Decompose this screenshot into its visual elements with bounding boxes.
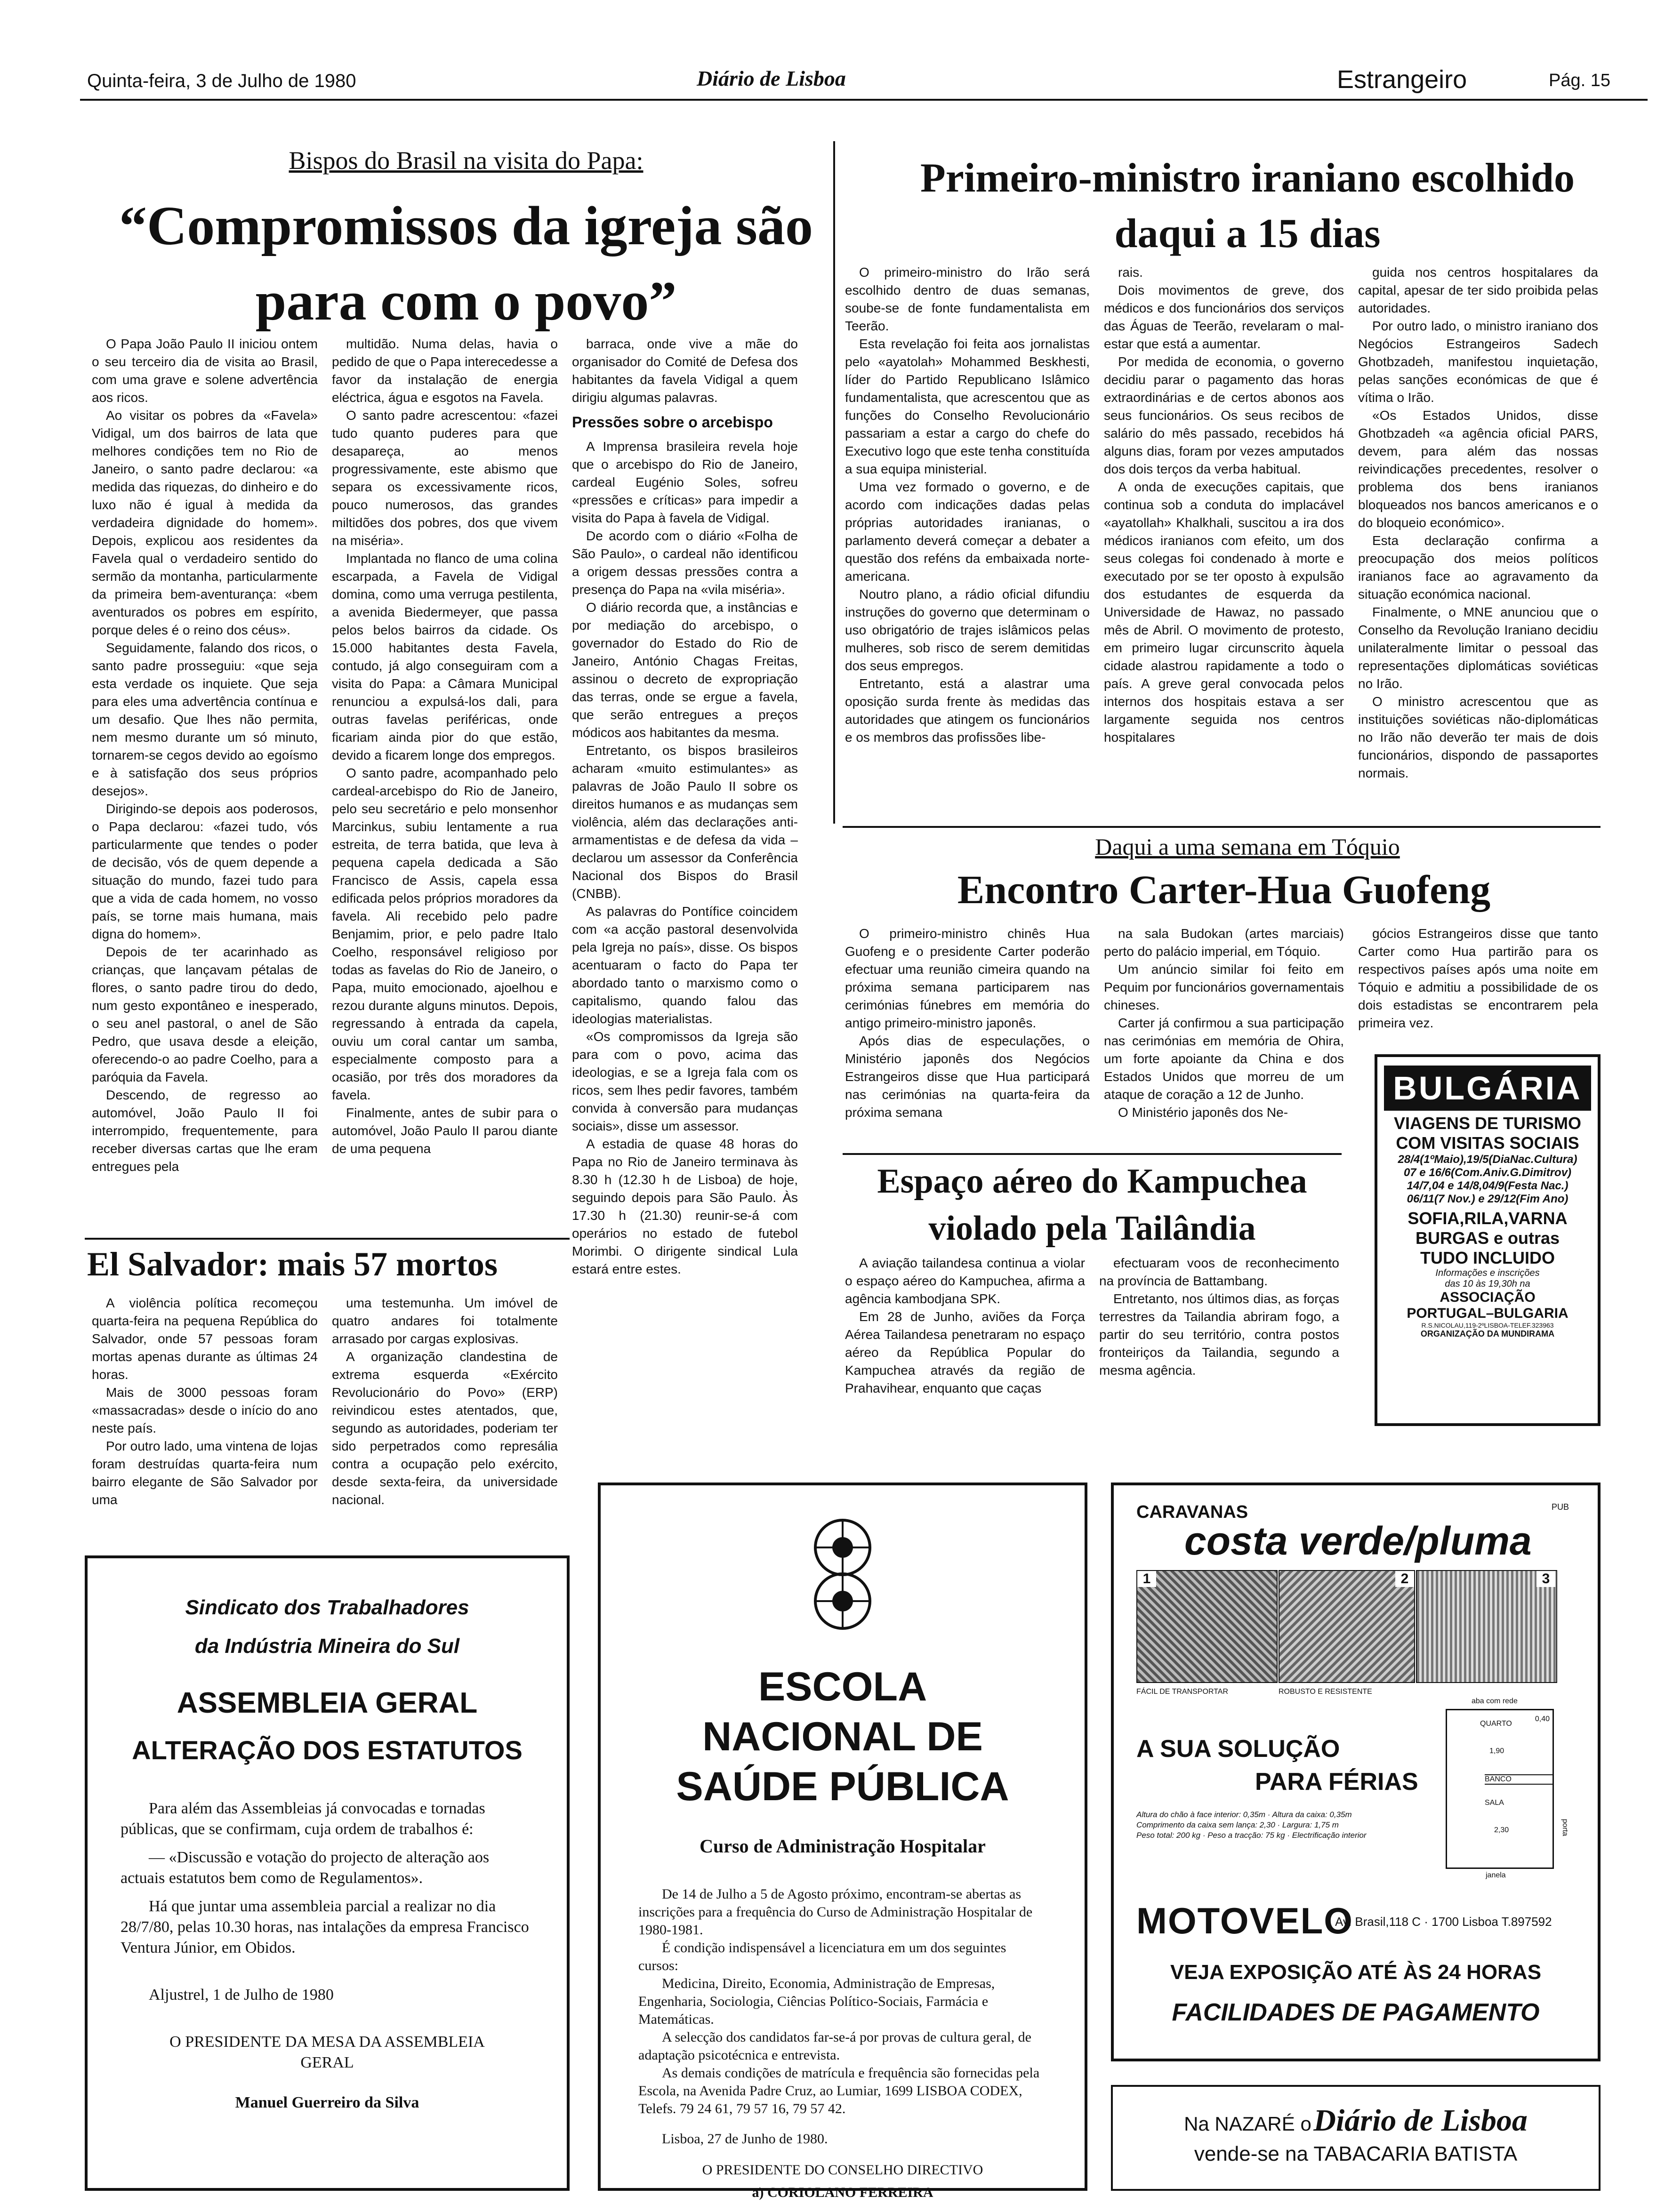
bulgaria-line: PORTUGAL–BULGARIA — [1407, 1306, 1569, 1321]
art5-col1-p: A aviação tailandesa continua a violar o espaço aéreo do Kampuchea, afirma a agência kambodjana SPK. — [845, 1256, 1085, 1306]
art4-col3 — [1358, 925, 1598, 1038]
escola-p5: As demais condições de matrícula e frequência são fornecidas pela Escola, na Avenida Padre Cruz, ao Lumiar, 1699 LISBOA CODEX, Telefs. 79 24 61, 79 57 16, 79 57 42. — [638, 2065, 1040, 2116]
art3-col2-p: Dois movimentos de greve, dos médicos e dos funcionários dos serviços das Águas de Teerão, revelaram o mal-estar que está a aumentar. — [1104, 283, 1344, 351]
art5-col2-p: Entretanto, nos últimos dias, as forças terrestres da Tailandia abriram fogo, a partir do seu território, contra postos fronteiriços da Tailandia, segundo a mesma agência. — [1099, 1291, 1339, 1378]
art1-col1-p: Descendo, de regresso ao automóvel, João Paulo II foi interrompido, frequentemente, para receber diversas cartas que lhe eram entregues pela — [92, 1088, 318, 1174]
caravanas-photo-2 — [1279, 1570, 1415, 1683]
caravanas-address: Av. Brasil,118 C · 1700 Lisboa T.897592 — [1335, 1915, 1552, 1929]
art2-top-rule — [85, 1238, 570, 1240]
escola-emblem-icon — [805, 1518, 880, 1631]
bulgaria-line: 28/4(1ºMaio),19/5(DiaNac.Cultura) — [1398, 1153, 1577, 1166]
bulgaria-line: TUDO INCLUIDO — [1420, 1248, 1555, 1267]
nazare-brand: Diário de Lisboa — [1313, 2103, 1528, 2138]
art1-col1 — [92, 335, 318, 1243]
art4-col2-p: O Ministério japonês dos Ne- — [1118, 1105, 1288, 1120]
caravanas-plan-top: aba com rede — [1472, 1697, 1518, 1705]
caravanas-plan-banco: BANCO — [1485, 1774, 1552, 1785]
escola-title: ESCOLA NACIONAL DE SAÚDE PÚBLICA — [676, 1664, 1009, 1809]
art1-col2-p: Implantada no flanco de uma colina escarpada, a Favela de Vidigal domina, como uma verruga pestilenta, a avenida Biedermeyer, que passa pelos belos bairros da cidade. Os 15.000 habitantes desta Favela, contudo, já algo conseguiram com a visita do Papa: a Câmara Municipal renunciou a expulsá-los dali, para outras favelas periféricas, onde ficariam ainda pior do que estão, devido a ficarem longe dos empregos. — [332, 551, 558, 762]
bulgaria-line: 07 e 16/6(Com.Aniv.G.Dimitrov) — [1403, 1166, 1572, 1179]
art2-col2 — [332, 1294, 558, 1530]
art2-col2-p: uma testemunha. Um imóvel de quatro andares foi totalmente arrasado por cargas explosivas. — [332, 1296, 558, 1346]
sindicato-p2: — «Discussão e votação do projecto de alteração aos actuais estatutos bem como de Regulamentos». — [121, 1849, 490, 1887]
art1-headline: “Compromissos da igreja são para com o povo” — [119, 195, 813, 332]
caravanas-ad — [1111, 1483, 1601, 2061]
art4-col2-p: Um anúncio similar foi feito em Pequim por funcionários governamentais chineses. — [1104, 962, 1344, 1012]
art5-col2 — [1099, 1254, 1339, 1433]
art1-col3-p: O diário recorda que, a instâncias e por mediação do arcebispo, o governador do Estado do Rio de Janeiro, António Chagas Freitas, assinou o decreto de expropriação das terras, onde se ergue a favela, que serão entregues a preços módicos aos habitantes da mesma. — [572, 600, 798, 740]
caravanas-plan-sala: SALA — [1485, 1799, 1504, 1807]
caravanas-line-2: FACILIDADES DE PAGAMENTO — [1172, 1999, 1540, 2026]
escola-date: Lisboa, 27 de Junho de 1980. — [662, 2131, 828, 2147]
art1-col1-p: Depois de ter acarinhado as crianças, que lançavam pétalas de flores, o santo padre tirou do dedo, num gesto expontâneo e inesperado, o seu anel pastoral, o anel de São Pedro, que usava desde a eleição, oferecendo-o ao padre Coelho, para a paróquia da Favela. — [92, 945, 318, 1084]
escola-p2: É condição indispensável a licenciatura em um dos seguintes cursos: — [638, 1940, 1006, 1973]
art3-col1-p: Uma vez formado o governo, e de acordo com indicações dadas pelas próprias autoridades iranianas, o parlamento deverá começar a debater a questão dos reféns da embaixada norte-americana. — [845, 480, 1090, 584]
bulgaria-line: SOFIA,RILA,VARNA — [1408, 1209, 1568, 1228]
caravanas-num: 1 — [1137, 1571, 1156, 1587]
bulgaria-line: ORGANIZAÇÃO DA MUNDIRAMA — [1420, 1329, 1555, 1338]
art2-col1-p: A violência política recomeçou quarta-feira na pequena República do Salvador, onde 57 pessoas foram mortas apenas durante as últimas 24 horas. — [92, 1296, 318, 1382]
art1-col1-p: O Papa João Paulo II iniciou ontem o seu terceiro dia de visita ao Brasil, com uma grave e solene advertência aos ricos. — [92, 337, 318, 405]
escola-p3: Medicina, Direito, Economia, Administração de Empresas, Engenharia, Sociologia, Ciências Político-Sociais, Farmácia e Matemáticas. — [638, 1976, 995, 2027]
sindicato-p3: Há que juntar uma assembleia parcial a realizar no dia 28/7/80, pelas 10.30 horas, nas intalações da empresa Francisco Ventura Júnior, em Obidos. — [121, 1898, 529, 1956]
bulgaria-ad — [1375, 1054, 1601, 1426]
art4-col2-p: Carter já confirmou a sua participação nas cerimónias em memória de Ohira, um forte apoiante da China e dos Estados Unidos que morreu de um ataque de coração a 12 de Junho. — [1104, 1016, 1344, 1102]
nazare-ad — [1111, 2085, 1601, 2191]
art5-headline: Espaço aéreo do Kampuchea violado pela Tailândia — [877, 1162, 1307, 1248]
art4-headline: Encontro Carter-Hua Guofeng — [957, 867, 1491, 912]
escola-p4: A selecção dos candidatos far-se-á por provas de cultura geral, de adaptação psicotécnica e entrevista. — [638, 2029, 1031, 2063]
art1-col2-p: O santo padre, acompanhado pelo cardeal-arcebispo do Rio de Janeiro, pelo seu secretário e pelo monsenhor Marcinkus, subiu lentamente a rua estreita, de terra batida, que leva à pequena capela dedicada a São Francisco de Assis, capela essa edificada pelos próprios moradores da favela. Ali recebido pelo padre Benjamim, prior, e pelo padre Italo Coelho, responsável religioso por todas as favelas do Rio de Janeiro, o Papa, muito emocionado, ajoelhou e rezou durante alguns minutos. Depois, regressando à entrada da capela, ouviu um coral cantar um samba, especialmente composto para a ocasião, por três dos moradores da favela. — [332, 766, 558, 1102]
art5-col1-p: Em 28 de Junho, aviões da Força Aérea Tailandesa penetraram no espaço aéreo da República Popular do Kampuchea através da região de Prahavihear, enquanto que caças — [845, 1309, 1085, 1395]
bulgaria-line: BURGAS e outras — [1415, 1228, 1560, 1248]
art3-col1-p: O primeiro-ministro do Irão será escolhido dentro de duas semanas, soube-se de fonte fundamentalista em Teerão. — [845, 265, 1090, 333]
caravanas-plan-quarto: QUARTO — [1480, 1720, 1512, 1728]
nazare-line: vende-se na TABACARIA BATISTA — [1194, 2142, 1518, 2165]
caravanas-plan-janela: janela — [1486, 1871, 1506, 1879]
caravanas-spec: Comprimento da caixa sem lança: 2,30 · Largura: 1,75 m — [1136, 1820, 1339, 1829]
art1-col2-p: Finalmente, antes de subir para o automóvel, João Paulo II parou diante de uma pequena — [332, 1106, 558, 1156]
art1-col3-p: A Imprensa brasileira revela hoje que o arcebispo do Rio de Janeiro, cardeal Eugénio Soles, sofreu «pressões e críticas» para impedir a visita do Papa à favela de Vidigal. — [572, 439, 798, 525]
caravanas-spec: Altura do chão à face interior: 0,35m · Altura da caixa: 0,35m — [1136, 1810, 1352, 1819]
art4-col1 — [845, 925, 1090, 1170]
art1-col3-p: A estadia de quase 48 horas do Papa no Rio de Janeiro terminava às 8.30 h (12.30 h de Lisboa) de hoje, seguindo depois para São Paulo. Às 17.30 h (21.30) reunir-se-á com operários no estado de futebol Morimbi. O dirigente sindical Lula estará entre estes. — [572, 1137, 798, 1276]
escola-ad — [598, 1483, 1087, 2200]
header-section: Estrangeiro — [1337, 65, 1467, 94]
art3-col2-p: Por medida de economia, o governo decidiu parar o pagamento das horas extraordinárias e de certos abonos aos seus funcionários. Os seus recibos de salário do mês passado, recebidos há alguns dias, foram por vezes amputados dos dois terços da verba habitual. — [1104, 354, 1344, 476]
bulgaria-line: VIAGENS DE TURISMO — [1393, 1114, 1582, 1133]
art3-col1-p: Noutro plano, a rádio oficial difundiu instruções do governo que determinam o uso obrigatório de trajes islâmicos pelas mulheres, sob risco de serem demitidas dos seus empregos. — [845, 587, 1090, 673]
art5-col2-p: efectuaram voos de reconhecimento na província de Battambang. — [1099, 1256, 1339, 1288]
header-date: Quinta-feira, 3 de Julho de 1980 — [87, 71, 356, 91]
art1-col3-p: De acordo com o diário «Folha de São Paulo», o cardeal não identificou a origem dessas pressões contra a presença do Papa na «vila miséria». — [572, 529, 798, 597]
caravanas-line-1: VEJA EXPOSIÇÃO ATÉ ÀS 24 HORAS — [1170, 1961, 1542, 1984]
caravanas-caption-1: FÁCIL DE TRANSPORTAR — [1136, 1688, 1228, 1696]
bulgaria-logo: BULGÁRIA — [1384, 1066, 1591, 1111]
art4-kicker: Daqui a uma semana em Tóquio — [1095, 834, 1400, 860]
art2-col1 — [92, 1294, 318, 1530]
sindicato-p1: Para além das Assembleias já convocadas e tornadas públicas, que se confirmam, cuja ordem de trabalhos é: — [121, 1800, 485, 1838]
sindicato-ad — [85, 1555, 570, 2191]
divider-vertical — [833, 141, 835, 824]
nazare-pre: Na NAZARÉ o — [1184, 2113, 1311, 2135]
bulgaria-line: R.S.NICOLAU,119-2ºLISBOA-TELEF.323963 — [1421, 1322, 1554, 1329]
caravanas-top: CARAVANAS — [1136, 1502, 1248, 1522]
art3-col2 — [1104, 264, 1344, 824]
art1-subhead: Pressões sobre o arcebispo — [572, 414, 773, 431]
art1-col1-p: Dirigindo-se depois aos poderosos, o Papa declarou: «fazei tudo, vós particularmente que tendes o poder de decisão, vós de quem depende a situação do mundo, fazei tudo para que a vida de cada homem, no vosso país, se torne mais humana, mais digna do homem». — [92, 801, 318, 941]
caravanas-tagline-1: A SUA SOLUÇÃO — [1136, 1735, 1340, 1763]
caravanas-caption-2: ROBUSTO E RESISTENTE — [1279, 1688, 1372, 1696]
caravanas-photo-3 — [1416, 1570, 1557, 1683]
art2-col2-p: A organização clandestina de extrema esquerda «Exército Revolucionário do Povo» (ERP) reivindicou estes atentados, que, segundo as autoridades, poderiam ter sido perpetrados como represália contra a ocupação pelo exército, desde sexta-feira, da universidade nacional. — [332, 1349, 558, 1507]
caravanas-tagline-2: PARA FÉRIAS — [1255, 1768, 1418, 1795]
bulgaria-line: das 10 às 19,30h na — [1445, 1279, 1530, 1289]
bulgaria-line: COM VISITAS SOCIAIS — [1396, 1133, 1579, 1153]
caravanas-num: 2 — [1395, 1571, 1414, 1587]
caravanas-plan-w: 1,90 — [1489, 1747, 1504, 1755]
header-paper: Diário de Lisboa — [697, 66, 846, 90]
art1-col3-p: «Os compromissos da Igreja são para com o povo, acima das ideologias, e se a Igreja fala com os ricos, sem lhes pedir favores, também convida à conversão para mudanças sociais», disse um assessor. — [572, 1029, 798, 1133]
art5-top-rule — [843, 1153, 1342, 1155]
art3-col3-p: «Os Estados Unidos, disse Ghotbzadeh «a agência oficial PARS, devem, para além das nossas reivindicações precedentes, resolver o problema dos bens iranianos bloqueados nos bancos americanos e o do bloqueio económico». — [1358, 408, 1598, 530]
sindicato-subtitle: ALTERAÇÃO DOS ESTATUTOS — [132, 1735, 523, 1765]
art3-col1-p: Entretanto, está a alastrar uma oposição surda frente às medidas das autoridades que atingem os funcionários e os membros das profissões libe- — [845, 676, 1090, 745]
art3-col2-p: A onda de execuções capitais, que continua sob a conduta do implacável «ayatollah» Khalkhali, suscitou a ira dos médicos iranianos com efeito, um dos seus colegas foi condenado à morte e executado por se ter oposto à expulsão dos estudantes de esquerda da Universidade de Hawaz, no passado mês de Abril. O movimento de protesto, em primeiro lugar circunscrito àquela cidade alastrou rapidamente a todo o país. A greve geral convocada pelos internos dos hospitais estava a ser largamente seguida nos centros hospitalares — [1104, 480, 1344, 745]
art4-col2 — [1104, 925, 1344, 1170]
art3-col1 — [845, 264, 1090, 824]
sindicato-org2: da Indústria Mineira do Sul — [194, 1635, 460, 1658]
art4-col2-p: na sala Budokan (artes marciais) perto do palácio imperial, em Tóquio. — [1104, 926, 1344, 959]
header-page: Pág. 15 — [1549, 71, 1610, 90]
art1-col2-p: O santo padre acrescentou: «fazei tudo quanto puderes para que desapareça, ao menos progressivamente, este abismo que separa os excessivamente ricos, pouco numerosos, das grandes miltidões dos pobres, dos que vivem na miséria». — [332, 408, 558, 548]
sindicato-title: ASSEMBLEIA GERAL — [177, 1687, 478, 1719]
caravanas-num: 3 — [1536, 1571, 1555, 1587]
caravanas-plan-d: 0,40 — [1535, 1715, 1550, 1723]
art3-col3 — [1358, 264, 1598, 824]
art2-headline: El Salvador: mais 57 mortos — [87, 1245, 498, 1283]
escola-p1: De 14 de Julho a 5 de Agosto próximo, encontram-se abertas as inscrições para a frequência do Curso de Administração Hospitalar de 1980-1981. — [638, 1886, 1033, 1938]
art3-bottom-rule — [843, 826, 1601, 828]
sindicato-org1: Sindicato dos Trabalhadores — [185, 1596, 469, 1619]
bulgaria-line: Informações e inscrições — [1435, 1268, 1540, 1278]
art4-col1-p: O primeiro-ministro chinês Hua Guofeng e o presidente Carter poderão efectuar uma reunião cimeira quando na próxima semana participarem nas cerimónias fúnebres em memória do antigo primeiro-ministro japonês. — [845, 926, 1090, 1030]
caravanas-plan-h: 2,30 — [1494, 1826, 1509, 1834]
art1-kicker: Bispos do Brasil na visita do Papa: — [289, 146, 643, 175]
art3-headline: Primeiro-ministro iraniano escolhido daqui a 15 dias — [920, 155, 1575, 256]
art5-col1 — [845, 1254, 1085, 1433]
art1-col2 — [332, 335, 558, 1243]
art1-col1-p: Seguidamente, falando dos ricos, o santo padre prosseguiu: «que seja esta verdade os inquiete. Que seja para eles uma advertência contínua e um desafio. Que lhes não permita, nem mesmo durante um só minuto, tornarem-se cegos devido ao egoísmo e à satisfação dos seus próprios desejos». — [92, 641, 318, 798]
caravanas-plan-porta: porta — [1560, 1819, 1569, 1836]
caravanas-pub: PUB — [1552, 1502, 1569, 1512]
bulgaria-line: ASSOCIAÇÃO — [1440, 1290, 1536, 1305]
sindicato-sig-name: Manuel Guerreiro da Silva — [235, 2094, 419, 2111]
art1-col3-p: As palavras do Pontífice coincidem com «a acção pastoral desenvolvida pela Igreja no país», disse. Os bispos acentuaram o facto do Papa ter abordado tanto o marxismo como o capitalismo, quando falou das ideologias materialistas. — [572, 904, 798, 1026]
sindicato-sig-title: O PRESIDENTE DA MESA DA ASSEMBLEIA GERAL — [169, 2033, 485, 2071]
art1-col3-p: barraca, onde vive a mãe do organisador do Comité de Defesa dos habitantes da favela Vidigal a quem dirigiu algumas palavras. — [572, 337, 798, 405]
caravanas-dealer: MOTOVELO — [1136, 1900, 1353, 1941]
bulgaria-line: 14/7,04 e 14/8,04/9(Festa Nac.) — [1407, 1179, 1569, 1192]
header-rule — [80, 99, 1648, 101]
escola-course: Curso de Administração Hospitalar — [700, 1835, 986, 1857]
art4-col1-p: Após dias de especulações, o Ministério japonês dos Negócios Estrangeiros disse que Hua participará nas cerimónias na quarta-feira da próxima semana — [845, 1034, 1090, 1120]
caravanas-spec: Peso total: 200 kg · Peso a tracção: 75 kg · Electrificação interior — [1136, 1831, 1367, 1840]
art4-col3-p: gócios Estrangeiros disse que tanto Carter como Hua partirão para os respectivos países após uma noite em Tóquio e admitiu a possibilidade de os dois estadistas se encontrarem pela primeira vez. — [1358, 926, 1598, 1030]
escola-sig-name: a) CORIOLANO FERREIRA — [752, 2185, 933, 2200]
escola-sig-title: O PRESIDENTE DO CONSELHO DIRECTIVO — [702, 2162, 983, 2178]
art1-col1-p: Ao visitar os pobres da «Favela» Vidigal, um dos bairros de lata que melhores condições tem no Rio de Janeiro, o santo padre declarou: «a medida das riquezas, do dinheiro e do luxo não é igual à medida da verdadeira dignidade do homem». Depois, explicou aos residentes da Favela qual o verdadeiro sentido do sermão da montanha, particularmente da primeira bem-aventurança: «bem aventurados os pobres em espírito, porque deles é o reino dos céus». — [92, 408, 318, 637]
art3-col3-p: O ministro acrescentou que as instituições soviéticas não-diplomáticas no Irão não deverão ter mais de dois funcionários, dispondo de passaportes normais. — [1358, 694, 1598, 780]
art1-col2-p: multidão. Numa delas, havia o pedido de que o Papa interecedesse a favor da instalação de energia eléctrica, água e esgotos na Favela. — [332, 337, 558, 405]
art3-col2-p: rais. — [1118, 265, 1143, 280]
art3-col3-p: Finalmente, o MNE anunciou que o Conselho da Revolução Iraniano decidiu unilateralmente limitar o pessoal das representações diplomáticas soviéticas no Irão. — [1358, 605, 1598, 691]
caravanas-floorplan — [1446, 1709, 1569, 1869]
art2-col1-p: Por outro lado, uma vintena de lojas foram destruídas quarta-feira num bairro elegante de São Salvador por uma — [92, 1439, 318, 1507]
art3-col3-p: Esta declaração confirma a preocupação dos meios políticos iranianos face ao agravamento da situação económica nacional. — [1358, 533, 1598, 601]
art2-col1-p: Mais de 3000 pessoas foram «massacradas» desde o início do ano neste país. — [92, 1385, 318, 1435]
art1-col3-p: Entretanto, os bispos brasileiros acharam «muito estimulantes» as palavras de João Paulo II sobre os direitos humanos e as mudanças sem violência, além das declarações anti-armamentistas e de defesa da vida – declarou um assessor da Conferência Nacional dos Bispos do Brasil (CNBB). — [572, 743, 798, 901]
art3-col3-p: Por outro lado, o ministro iraniano dos Negócios Estrangeiros Sadech Ghotbzadeh, manifestou inquietação, pelas sanções económicas de que é vítima o Irão. — [1358, 319, 1598, 405]
sindicato-place: Aljustrel, 1 de Julho de 1980 — [149, 1986, 334, 2004]
caravanas-photo-1 — [1136, 1570, 1278, 1683]
art1-col3 — [572, 335, 798, 1427]
bulgaria-line: 06/11(7 Nov.) e 29/12(Fim Ano) — [1407, 1193, 1569, 1205]
caravanas-brand: costa verde/pluma — [1184, 1519, 1532, 1563]
art3-col3-p: guida nos centros hospitalares da capital, apesar de ter sido proibida pelas autoridades. — [1358, 265, 1598, 315]
art3-col1-p: Esta revelação foi feita aos jornalistas pelo «ayatolah» Mohammed Beskhesti, líder do Partido Republicano Islâmico fundamentalista, que acrescentou que as funções do Conselho Revolucionário passariam a estar a cargo do chefe do Executivo logo que este tenha constituída a sua equipa ministerial. — [845, 337, 1090, 476]
